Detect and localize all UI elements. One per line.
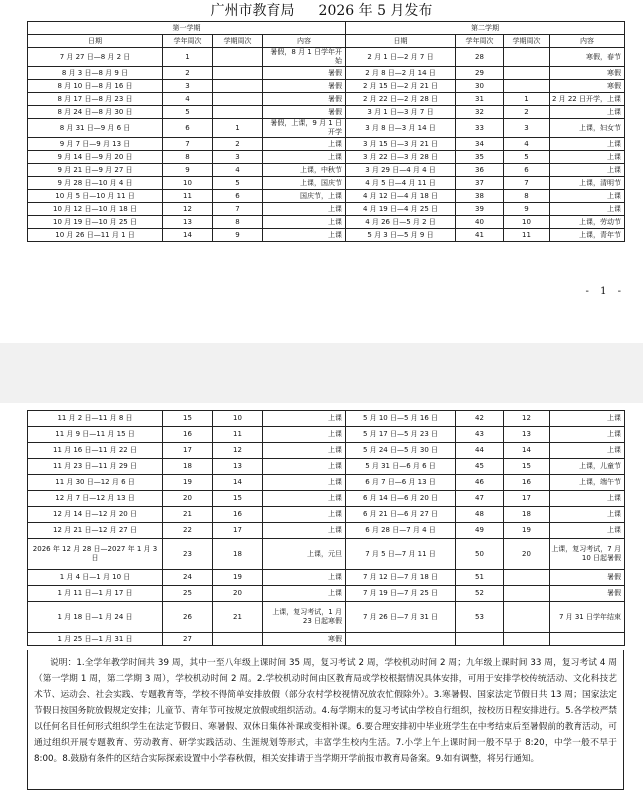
table-cell: 8: [504, 190, 550, 203]
document-title: [0, 2, 643, 20]
table-cell: 上课: [550, 164, 625, 177]
table-cell: 16: [504, 475, 550, 491]
table-cell: 3 月 15 日—3 月 21 日: [346, 138, 456, 151]
column-header: 学年周次: [456, 35, 504, 48]
table-cell: 上课，国庆节: [263, 177, 346, 190]
table-cell: 21: [163, 507, 213, 523]
table-cell: 18: [163, 459, 213, 475]
table-cell: 52: [456, 586, 504, 602]
table-cell: 3: [163, 80, 213, 93]
table-cell: 49: [456, 523, 504, 539]
table-cell: 10 月 26 日—11 月 1 日: [28, 229, 163, 242]
table-cell: 2026 年 12 月 28 日—2027 年 1 月 3 日: [28, 539, 163, 570]
table-cell: 14: [504, 443, 550, 459]
publish-date: 2026 年 5 月发布: [318, 3, 433, 19]
table-cell: 9 月 28 日—10 月 4 日: [28, 177, 163, 190]
table-row: [28, 602, 625, 633]
table-cell: 上课，中秋节: [263, 164, 346, 177]
table-cell: 6 月 7 日—6 月 13 日: [346, 475, 456, 491]
table-cell: 6: [213, 190, 263, 203]
table-cell: 13: [504, 427, 550, 443]
table-cell: [550, 633, 625, 646]
table-cell: 8 月 24 日—8 月 30 日: [28, 106, 163, 119]
table-cell: 上课: [263, 459, 346, 475]
table-cell: 42: [456, 411, 504, 427]
table-cell: 5 月 24 日—5 月 30 日: [346, 443, 456, 459]
table-cell: 48: [456, 507, 504, 523]
table-cell: 17: [213, 523, 263, 539]
table-cell: 7 月 12 日—7 月 18 日: [346, 570, 456, 586]
table-cell: 13: [213, 459, 263, 475]
table-row: [28, 67, 625, 80]
table-cell: 41: [456, 229, 504, 242]
table-cell: 上课: [550, 523, 625, 539]
table-cell: 5 月 10 日—5 月 16 日: [346, 411, 456, 427]
table-cell: 1 月 18 日—1 月 24 日: [28, 602, 163, 633]
table-cell: 1 月 25 日—1 月 31 日: [28, 633, 163, 646]
table-row: [28, 190, 625, 203]
table-cell: [504, 602, 550, 633]
table-row: [28, 523, 625, 539]
table-row: [28, 459, 625, 475]
table-cell: 32: [456, 106, 504, 119]
table-cell: 3: [504, 119, 550, 138]
table-cell: [504, 48, 550, 67]
table-cell: 10: [504, 216, 550, 229]
table-cell: 51: [456, 570, 504, 586]
column-header: 内容: [550, 35, 625, 48]
table-cell: [213, 106, 263, 119]
table-cell: 上课: [550, 106, 625, 119]
table-cell: 27: [163, 633, 213, 646]
table-cell: 国庆节，上课: [263, 190, 346, 203]
table-cell: 上课，劳动节: [550, 216, 625, 229]
first-semester-header: 第一学期: [28, 22, 346, 35]
table-row: [28, 203, 625, 216]
table-cell: 8: [213, 216, 263, 229]
table-cell: 15: [504, 459, 550, 475]
table-cell: 24: [163, 570, 213, 586]
table-cell: 8 月 3 日—8 月 9 日: [28, 67, 163, 80]
table-cell: [504, 67, 550, 80]
table-row: [28, 80, 625, 93]
table-cell: 6 月 28 日—7 月 4 日: [346, 523, 456, 539]
column-header: 内容: [263, 35, 346, 48]
table-cell: 47: [456, 491, 504, 507]
table-cell: [456, 633, 504, 646]
column-header: 学年周次: [163, 35, 213, 48]
table-cell: 11 月 23 日—11 月 29 日: [28, 459, 163, 475]
column-header: 日期: [346, 35, 456, 48]
table-cell: 12 月 14 日—12 月 20 日: [28, 507, 163, 523]
table-cell: 11 月 16 日—11 月 22 日: [28, 443, 163, 459]
table-row: [28, 491, 625, 507]
table-cell: 4 月 19 日—4 月 25 日: [346, 203, 456, 216]
table-cell: 11: [504, 229, 550, 242]
table-cell: 11 月 30 日—12 月 6 日: [28, 475, 163, 491]
table-cell: 15: [163, 411, 213, 427]
table-cell: 2: [504, 106, 550, 119]
table-cell: 22: [163, 523, 213, 539]
table-cell: 19: [163, 475, 213, 491]
table-cell: 44: [456, 443, 504, 459]
table-cell: 5: [163, 106, 213, 119]
table-cell: 上课: [263, 475, 346, 491]
table-cell: 寒假，春节: [550, 48, 625, 67]
table-cell: 4: [504, 138, 550, 151]
table-row: [28, 164, 625, 177]
table-cell: 7: [504, 177, 550, 190]
table-cell: 2: [163, 67, 213, 80]
table-cell: 上课: [550, 443, 625, 459]
table-cell: 23: [163, 539, 213, 570]
table-cell: 18: [504, 507, 550, 523]
table-cell: 19: [213, 570, 263, 586]
table-cell: 9: [163, 164, 213, 177]
table-cell: 上课: [263, 507, 346, 523]
table-cell: 上课: [263, 570, 346, 586]
table-cell: 5 月 17 日—5 月 23 日: [346, 427, 456, 443]
table-cell: 6: [163, 119, 213, 138]
table-cell: 1: [504, 93, 550, 106]
table-cell: 1 月 4 日—1 月 10 日: [28, 570, 163, 586]
table-cell: [346, 633, 456, 646]
table-cell: 4 月 26 日—5 月 2 日: [346, 216, 456, 229]
table-cell: 53: [456, 602, 504, 633]
table-cell: 16: [163, 427, 213, 443]
table-cell: [504, 570, 550, 586]
page-number: - 1 -: [585, 286, 625, 297]
table-cell: 10: [213, 411, 263, 427]
table-cell: [213, 93, 263, 106]
table-cell: [504, 80, 550, 93]
table-cell: 4: [213, 164, 263, 177]
table-row: [28, 427, 625, 443]
table-cell: 5: [213, 177, 263, 190]
table-cell: 11 月 9 日—11 月 15 日: [28, 427, 163, 443]
table-cell: 5 月 31 日—6 月 6 日: [346, 459, 456, 475]
table-cell: 10 月 19 日—10 月 25 日: [28, 216, 163, 229]
table-cell: 46: [456, 475, 504, 491]
table-cell: 40: [456, 216, 504, 229]
table-cell: 12: [504, 411, 550, 427]
table-cell: 50: [456, 539, 504, 570]
table-cell: 暑假: [263, 93, 346, 106]
table-cell: 38: [456, 190, 504, 203]
table-cell: 上课: [263, 523, 346, 539]
table-cell: 20: [163, 491, 213, 507]
table-cell: 14: [163, 229, 213, 242]
table-cell: 7: [213, 203, 263, 216]
table-cell: 12 月 7 日—12 月 13 日: [28, 491, 163, 507]
table-cell: 1 月 11 日—1 月 17 日: [28, 586, 163, 602]
column-header: 日期: [28, 35, 163, 48]
table-cell: 7 月 19 日—7 月 25 日: [346, 586, 456, 602]
table-cell: 上课: [263, 443, 346, 459]
table-row: [28, 443, 625, 459]
table-cell: 上课，青年节: [550, 229, 625, 242]
table-row: [28, 633, 625, 646]
table-cell: 上课: [550, 203, 625, 216]
issuer-name: 广州市教育局: [210, 3, 295, 19]
table-cell: [213, 80, 263, 93]
table-cell: 暑假: [263, 67, 346, 80]
table-cell: 7: [163, 138, 213, 151]
table-cell: 15: [213, 491, 263, 507]
school-calendar-table-part1: [27, 21, 625, 242]
table-cell: 上课: [263, 427, 346, 443]
table-cell: 10: [163, 177, 213, 190]
table-cell: 12 月 21 日—12 月 27 日: [28, 523, 163, 539]
table-row: [28, 93, 625, 106]
table-cell: 2: [213, 138, 263, 151]
table-cell: 8 月 17 日—8 月 23 日: [28, 93, 163, 106]
table-row: [28, 229, 625, 242]
table-cell: 4: [163, 93, 213, 106]
table-cell: 11 月 2 日—11 月 8 日: [28, 411, 163, 427]
table-row: [28, 411, 625, 427]
page-two: [0, 403, 643, 788]
table-cell: 上课: [550, 427, 625, 443]
table-cell: 9 月 21 日—9 月 27 日: [28, 164, 163, 177]
table-cell: 10 月 12 日—10 月 18 日: [28, 203, 163, 216]
table-cell: 2 月 22 日—2 月 28 日: [346, 93, 456, 106]
table-cell: 暑假，上课，9 月 1 日开学: [263, 119, 346, 138]
table-cell: 37: [456, 177, 504, 190]
table-cell: 8 月 10 日—8 月 16 日: [28, 80, 163, 93]
table-cell: 上课: [550, 138, 625, 151]
table-cell: 20: [504, 539, 550, 570]
table-cell: 暑假，8 月 1 日学年开始: [263, 48, 346, 67]
table-cell: 4 月 5 日—4 月 11 日: [346, 177, 456, 190]
table-cell: 上课，复习考试，1 月 23 日起寒假: [263, 602, 346, 633]
table-cell: 28: [456, 48, 504, 67]
school-calendar-table-part2: [27, 410, 625, 646]
table-cell: 25: [163, 586, 213, 602]
table-row: [28, 138, 625, 151]
table-row: [28, 48, 625, 67]
table-cell: 上课: [550, 507, 625, 523]
table-cell: 上课: [263, 216, 346, 229]
table-row: [28, 539, 625, 570]
column-header: 学期周次: [504, 35, 550, 48]
table-cell: 上课，端午节: [550, 475, 625, 491]
table-cell: 4 月 12 日—4 月 18 日: [346, 190, 456, 203]
column-header: 学期周次: [213, 35, 263, 48]
table-cell: 2 月 15 日—2 月 21 日: [346, 80, 456, 93]
table-cell: 12: [163, 203, 213, 216]
table-cell: 33: [456, 119, 504, 138]
table-cell: 上课，清明节: [550, 177, 625, 190]
table-cell: 9 月 7 日—9 月 13 日: [28, 138, 163, 151]
table-cell: 3 月 1 日—3 月 7 日: [346, 106, 456, 119]
table-cell: 7 月 27 日—8 月 2 日: [28, 48, 163, 67]
table-cell: [213, 633, 263, 646]
table-row: [28, 119, 625, 138]
table-cell: 8 月 31 日—9 月 6 日: [28, 119, 163, 138]
table-cell: 1: [213, 119, 263, 138]
table-cell: 上课: [263, 586, 346, 602]
table-cell: 上课: [550, 151, 625, 164]
table-cell: 39: [456, 203, 504, 216]
table-cell: 30: [456, 80, 504, 93]
table-cell: 上课，妇女节: [550, 119, 625, 138]
table-cell: 9: [213, 229, 263, 242]
table-cell: 31: [456, 93, 504, 106]
table-cell: 3: [213, 151, 263, 164]
table-cell: 20: [213, 586, 263, 602]
table-cell: 6: [504, 164, 550, 177]
table-cell: 寒假: [263, 633, 346, 646]
table-cell: 13: [163, 216, 213, 229]
table-row: [28, 216, 625, 229]
table-cell: 43: [456, 427, 504, 443]
table-cell: 14: [213, 475, 263, 491]
table-cell: 12: [213, 443, 263, 459]
table-cell: 10 月 5 日—10 月 11 日: [28, 190, 163, 203]
page-one: [0, 0, 643, 343]
table-cell: 21: [213, 602, 263, 633]
table-cell: 暑假: [550, 586, 625, 602]
table-cell: 26: [163, 602, 213, 633]
table-cell: 上课: [263, 491, 346, 507]
table-row: [28, 177, 625, 190]
table-row: [28, 106, 625, 119]
table-cell: 45: [456, 459, 504, 475]
table-cell: 3 月 22 日—3 月 28 日: [346, 151, 456, 164]
table-cell: 16: [213, 507, 263, 523]
table-cell: 上课: [263, 151, 346, 164]
table-cell: 3 月 8 日—3 月 14 日: [346, 119, 456, 138]
table-cell: 上课，元旦: [263, 539, 346, 570]
table-cell: 上课: [263, 229, 346, 242]
table-cell: 7 月 26 日—7 月 31 日: [346, 602, 456, 633]
table-cell: 17: [163, 443, 213, 459]
second-semester-header: 第二学期: [346, 22, 625, 35]
table-cell: 上课: [263, 411, 346, 427]
table-cell: 2 月 1 日—2 月 7 日: [346, 48, 456, 67]
table-cell: 6 月 21 日—6 月 27 日: [346, 507, 456, 523]
table-cell: 1: [163, 48, 213, 67]
table-cell: 2 月 22 日开学，上课: [550, 93, 625, 106]
table-cell: 6 月 14 日—6 月 20 日: [346, 491, 456, 507]
table-cell: 17: [504, 491, 550, 507]
table-cell: 暑假: [263, 80, 346, 93]
table-cell: 9 月 14 日—9 月 20 日: [28, 151, 163, 164]
table-cell: 19: [504, 523, 550, 539]
table-cell: [213, 67, 263, 80]
table-cell: 上课: [263, 203, 346, 216]
table-row: [28, 586, 625, 602]
table-cell: 上课: [550, 411, 625, 427]
table-cell: [213, 48, 263, 67]
table-cell: 34: [456, 138, 504, 151]
table-cell: 上课: [263, 138, 346, 151]
explanatory-notes: 说明：1.全学年教学时间共 39 周，其中一至八年级上课时间 35 周，复习考试 2 周，学校机动时间 2 周；九年级上课时间 33 周，复习考试 4 周（第一学期 1 周，第二学期 3 周），学校机动时间 2 周。2.学校机动时间由区教育局或学校根据情况具体安排，可用于安排学校传统活动、文化科技艺术节、运动会、社会实践、专题教育等，学校不得简单安排放假（部分农村学校视情况放农忙假除外）。3.寒暑假、国家法定节假日共 13 周；国家法定节假日按国务院放假规定安排；儿童节、青年节可按规定放假或组织活动。4.每学期末的复习考试由学校自行组织，按校历日程安排进行。5.各学校严禁以任何名目任何形式组织学生在法定节假日、寒暑假、双休日集体补课或变相补课。6.要合理安排初中毕业班学生在中考结束后至暑假前的教育活动，可通过组织开展专题教育、劳动教育、研学实践活动、生涯规划等形式，丰富学生校内生活。7.小学上午上课时间一般不早于 8:20，中学一般不早于 8:00。8.鼓励有条件的区结合实际探索设置中小学春秋假，相关安排请于当学期开学前报市教育局备案。9.如有调整，将另行通知。: [27, 650, 624, 790]
page-gap: [0, 343, 643, 403]
table-cell: 暑假: [263, 106, 346, 119]
table-cell: 寒假: [550, 80, 625, 93]
table-cell: 9: [504, 203, 550, 216]
table-cell: 11: [213, 427, 263, 443]
table-cell: 上课，复习考试，7 月 10 日起暑假: [550, 539, 625, 570]
table-row: [28, 570, 625, 586]
table-cell: 5: [504, 151, 550, 164]
table-cell: 上课: [550, 190, 625, 203]
table-cell: 36: [456, 164, 504, 177]
table-cell: [504, 586, 550, 602]
table-cell: 3 月 29 日—4 月 4 日: [346, 164, 456, 177]
table-cell: 5 月 3 日—5 月 9 日: [346, 229, 456, 242]
table-cell: 2 月 8 日—2 月 14 日: [346, 67, 456, 80]
table-cell: 寒假: [550, 67, 625, 80]
table-cell: 7 月 5 日—7 月 11 日: [346, 539, 456, 570]
table-cell: 上课，儿童节: [550, 459, 625, 475]
table-cell: 35: [456, 151, 504, 164]
table-cell: 上课: [550, 491, 625, 507]
table-cell: 7 月 31 日学年结束: [550, 602, 625, 633]
table-cell: 暑假: [550, 570, 625, 586]
table-cell: [504, 633, 550, 646]
table-cell: 8: [163, 151, 213, 164]
table-cell: 18: [213, 539, 263, 570]
table-cell: 29: [456, 67, 504, 80]
table-cell: 11: [163, 190, 213, 203]
table-row: [28, 507, 625, 523]
table-row: [28, 475, 625, 491]
table-row: [28, 151, 625, 164]
